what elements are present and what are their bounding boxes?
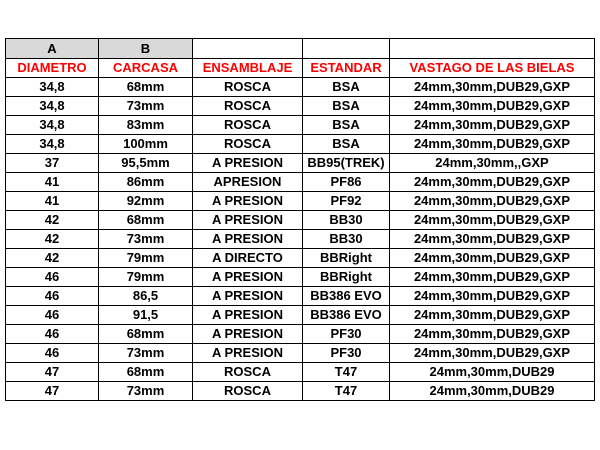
header-row (6, 59, 595, 78)
diametro-cell: 41 (6, 173, 99, 192)
estandar-cell: BSA (303, 78, 390, 97)
carcasa-cell: 73mm (99, 344, 193, 363)
ensamblaje-cell: A PRESION (193, 230, 303, 249)
ensamblaje-cell: ROSCA (193, 363, 303, 382)
carcasa-cell: 68mm (99, 325, 193, 344)
table-row (6, 287, 595, 306)
vastago-cell: 24mm,30mm,DUB29,GXP (390, 211, 595, 230)
vastago-cell: 24mm,30mm,DUB29,GXP (390, 116, 595, 135)
column-letter-c (193, 39, 303, 59)
estandar-cell: BBRight (303, 249, 390, 268)
diametro-cell: 34,8 (6, 97, 99, 116)
table-row (6, 192, 595, 211)
carcasa-cell: 86mm (99, 173, 193, 192)
table-row (6, 230, 595, 249)
column-letter-b: B (99, 39, 193, 59)
diametro-cell: 47 (6, 382, 99, 401)
ensamblaje-cell: A PRESION (193, 268, 303, 287)
table-row (6, 249, 595, 268)
estandar-cell: BSA (303, 135, 390, 154)
ensamblaje-cell: APRESION (193, 173, 303, 192)
vastago-cell: 24mm,30mm,DUB29,GXP (390, 325, 595, 344)
diametro-cell: 42 (6, 211, 99, 230)
ensamblaje-cell: A PRESION (193, 211, 303, 230)
ensamblaje-cell: ROSCA (193, 97, 303, 116)
table-row (6, 211, 595, 230)
diametro-cell: 46 (6, 306, 99, 325)
column-letter-a: A (6, 39, 99, 59)
diametro-cell: 34,8 (6, 116, 99, 135)
ensamblaje-cell: ROSCA (193, 135, 303, 154)
table-row (6, 116, 595, 135)
carcasa-cell: 92mm (99, 192, 193, 211)
ensamblaje-cell: A PRESION (193, 325, 303, 344)
vastago-cell: 24mm,30mm,DUB29,GXP (390, 97, 595, 116)
header-ensamblaje: ENSAMBLAJE (193, 59, 303, 78)
vastago-cell: 24mm,30mm,DUB29,GXP (390, 287, 595, 306)
column-letter-e (390, 39, 595, 59)
vastago-cell: 24mm,30mm,DUB29,GXP (390, 78, 595, 97)
carcasa-cell: 95,5mm (99, 154, 193, 173)
ensamblaje-cell: A DIRECTO (193, 249, 303, 268)
ensamblaje-cell: A PRESION (193, 344, 303, 363)
estandar-cell: BB386 EVO (303, 306, 390, 325)
header-diametro: DIAMETRO (6, 59, 99, 78)
vastago-cell: 24mm,30mm,DUB29 (390, 363, 595, 382)
table-row (6, 306, 595, 325)
vastago-cell: 24mm,30mm,DUB29,GXP (390, 135, 595, 154)
diametro-cell: 42 (6, 249, 99, 268)
column-letter-row (6, 39, 595, 59)
carcasa-cell: 79mm (99, 268, 193, 287)
carcasa-cell: 86,5 (99, 287, 193, 306)
vastago-cell: 24mm,30mm,DUB29,GXP (390, 344, 595, 363)
diametro-cell: 41 (6, 192, 99, 211)
estandar-cell: PF86 (303, 173, 390, 192)
diametro-cell: 46 (6, 344, 99, 363)
vastago-cell: 24mm,30mm,DUB29,GXP (390, 306, 595, 325)
diametro-cell: 34,8 (6, 135, 99, 154)
carcasa-cell: 91,5 (99, 306, 193, 325)
ensamblaje-cell: A PRESION (193, 154, 303, 173)
diametro-cell: 46 (6, 325, 99, 344)
header-vastago: VASTAGO DE LAS BIELAS (390, 59, 595, 78)
ensamblaje-cell: ROSCA (193, 382, 303, 401)
carcasa-cell: 73mm (99, 97, 193, 116)
ensamblaje-cell: ROSCA (193, 78, 303, 97)
table-row (6, 344, 595, 363)
vastago-cell: 24mm,30mm,DUB29,GXP (390, 192, 595, 211)
vastago-cell: 24mm,30mm,DUB29,GXP (390, 230, 595, 249)
carcasa-cell: 73mm (99, 230, 193, 249)
ensamblaje-cell: A PRESION (193, 306, 303, 325)
estandar-cell: PF30 (303, 344, 390, 363)
vastago-cell: 24mm,30mm,DUB29,GXP (390, 249, 595, 268)
table-row (6, 325, 595, 344)
bottom-bracket-table (5, 38, 595, 401)
table-row (6, 382, 595, 401)
estandar-cell: BSA (303, 116, 390, 135)
diametro-cell: 46 (6, 287, 99, 306)
carcasa-cell: 68mm (99, 363, 193, 382)
table-row (6, 135, 595, 154)
vastago-cell: 24mm,30mm,,GXP (390, 154, 595, 173)
carcasa-cell: 68mm (99, 78, 193, 97)
ensamblaje-cell: A PRESION (193, 192, 303, 211)
table-row (6, 363, 595, 382)
table-row (6, 173, 595, 192)
ensamblaje-cell: ROSCA (193, 116, 303, 135)
header-estandar: ESTANDAR (303, 59, 390, 78)
estandar-cell: T47 (303, 363, 390, 382)
estandar-cell: T47 (303, 382, 390, 401)
estandar-cell: PF30 (303, 325, 390, 344)
header-carcasa: CARCASA (99, 59, 193, 78)
diametro-cell: 42 (6, 230, 99, 249)
vastago-cell: 24mm,30mm,DUB29,GXP (390, 268, 595, 287)
carcasa-cell: 68mm (99, 211, 193, 230)
estandar-cell: BB95(TREK) (303, 154, 390, 173)
ensamblaje-cell: A PRESION (193, 287, 303, 306)
estandar-cell: BSA (303, 97, 390, 116)
estandar-cell: BB30 (303, 230, 390, 249)
vastago-cell: 24mm,30mm,DUB29,GXP (390, 173, 595, 192)
carcasa-cell: 100mm (99, 135, 193, 154)
estandar-cell: BB386 EVO (303, 287, 390, 306)
carcasa-cell: 79mm (99, 249, 193, 268)
table-body (6, 39, 595, 401)
column-letter-d (303, 39, 390, 59)
table-row (6, 78, 595, 97)
diametro-cell: 47 (6, 363, 99, 382)
estandar-cell: PF92 (303, 192, 390, 211)
carcasa-cell: 83mm (99, 116, 193, 135)
table-row (6, 268, 595, 287)
estandar-cell: BBRight (303, 268, 390, 287)
table-row (6, 97, 595, 116)
diametro-cell: 34,8 (6, 78, 99, 97)
diametro-cell: 37 (6, 154, 99, 173)
diametro-cell: 46 (6, 268, 99, 287)
estandar-cell: BB30 (303, 211, 390, 230)
table-row (6, 154, 595, 173)
carcasa-cell: 73mm (99, 382, 193, 401)
vastago-cell: 24mm,30mm,DUB29 (390, 382, 595, 401)
